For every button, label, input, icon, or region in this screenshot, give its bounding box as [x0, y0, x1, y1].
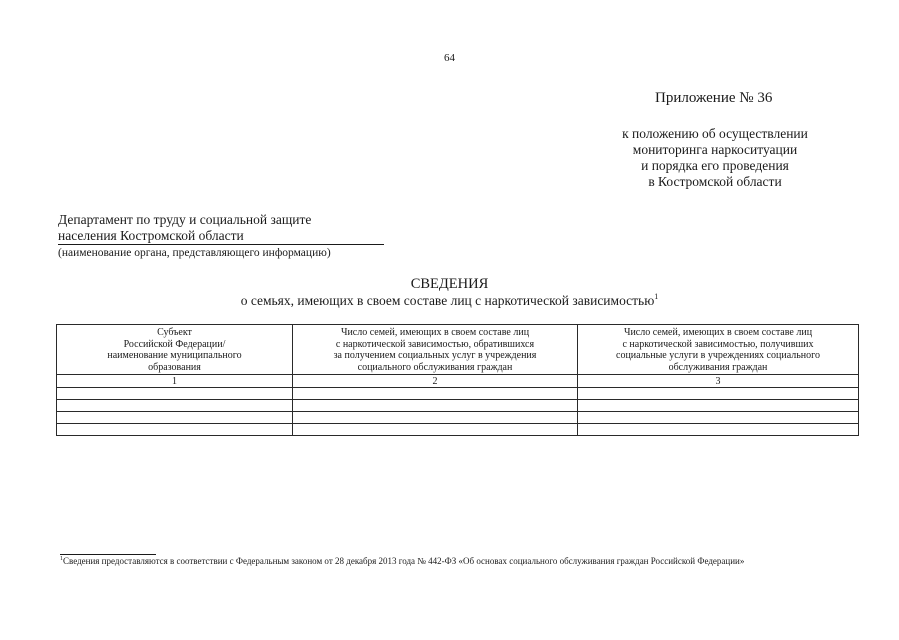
- department-caption: (наименование органа, представляющего информацию): [58, 247, 331, 259]
- table-row: [57, 412, 859, 424]
- table-cell[interactable]: [578, 388, 859, 400]
- table-header-row: [57, 325, 859, 375]
- document-subtitle-text: о семьях, имеющих в своем составе лиц с наркотической зависимостью: [240, 293, 655, 308]
- department-name-line2: населения Костромской области: [58, 228, 384, 245]
- table-cell[interactable]: [57, 388, 293, 400]
- document-title: СВЕДЕНИЯ: [410, 276, 489, 292]
- document-subtitle: [0, 292, 899, 309]
- regulation-reference-line: мониторинга наркоситуации: [632, 142, 798, 157]
- table-row: [57, 388, 859, 400]
- column-header-applied-families: Число семей, имеющих в своем составе лиц с наркотической зависимостью, обратившихся за получением социальных услуг в учреждения социального обслуживания граждан: [293, 325, 578, 375]
- column-header-served-families: Число семей, имеющих в своем составе лиц с наркотической зависимостью, получивших социальные услуги в учреждениях социального обслуживания граждан: [578, 325, 859, 375]
- page-number: 64: [444, 52, 455, 64]
- footnote-reference: 1: [654, 292, 659, 301]
- table-cell[interactable]: [293, 424, 578, 436]
- table-cell[interactable]: [293, 400, 578, 412]
- department-name-line1: Департамент по труду и социальной защите: [58, 212, 312, 227]
- table-cell[interactable]: [57, 424, 293, 436]
- footnote: [60, 556, 744, 566]
- table-cell[interactable]: [57, 400, 293, 412]
- table-cell[interactable]: [578, 400, 859, 412]
- table-cell[interactable]: [578, 412, 859, 424]
- appendix-title: Приложение № 36: [655, 90, 773, 106]
- column-number: 3: [578, 375, 859, 388]
- table-cell[interactable]: [57, 412, 293, 424]
- footnote-mark: 1: [60, 556, 63, 562]
- regulation-reference: [590, 126, 840, 190]
- table-cell[interactable]: [578, 424, 859, 436]
- regulation-reference-line: и порядка его проведения: [641, 158, 789, 173]
- table-cell[interactable]: [293, 412, 578, 424]
- regulation-reference-line: в Костромской области: [648, 174, 782, 189]
- footnote-separator: [60, 554, 156, 555]
- table-row: [57, 424, 859, 436]
- column-number: 1: [57, 375, 293, 388]
- data-table: [56, 324, 859, 436]
- table-cell[interactable]: [293, 388, 578, 400]
- column-header-subject: Субъект Российской Федерации/ наименование муниципального образования: [57, 325, 293, 375]
- regulation-reference-line: к положению об осуществлении: [622, 126, 808, 141]
- footnote-text: Сведения предоставляются в соответствии с Федеральным законом от 28 декабря 2013 года № 442-ФЗ «Об основах социального обслуживания граждан Российской Федерации»: [63, 556, 745, 566]
- column-number-row: [57, 375, 859, 388]
- table-row: [57, 400, 859, 412]
- department-block: [58, 212, 398, 261]
- column-number: 2: [293, 375, 578, 388]
